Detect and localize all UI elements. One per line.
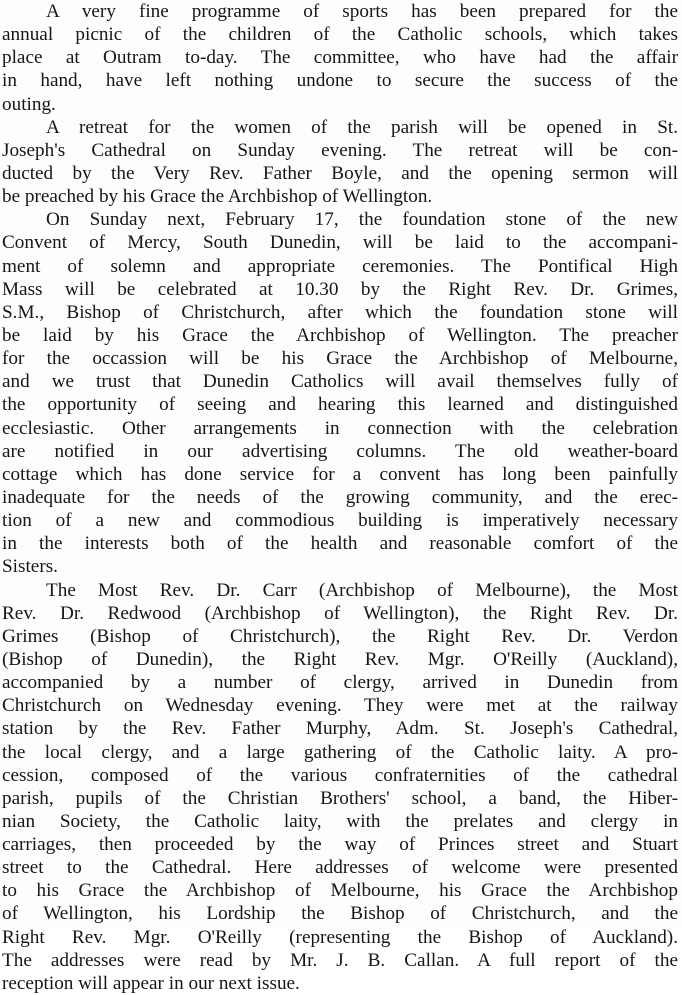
article-line: place at Outram to-day. The committee, who have had the affair: [2, 47, 678, 69]
article-line: A very fine programme of sports has been prepared for the: [46, 1, 678, 22]
article-paragraph: [2, 208, 678, 578]
article-line: ecclesiastic. Other arrangements in connection with the celebration: [2, 417, 678, 439]
article-line: inadequate for the needs of the growing community, and the erec-: [2, 486, 678, 508]
article-line: Mass will be celebrated at 10.30 by the Right Rev. Dr. Grimes,: [2, 278, 678, 300]
article-line: On Sunday next, February 17, the foundation stone of the new: [46, 209, 678, 231]
article-line: in hand, have left nothing undone to secure the success of the: [2, 70, 678, 92]
article-body: [2, 0, 678, 995]
article-line: accompanied by a number of clergy, arrived in Dunedin from: [2, 672, 678, 694]
article-line: Rev. Dr. Redwood (Archbishop of Wellington), the Right Rev. Dr.: [2, 602, 678, 624]
article-line: Sisters.: [2, 556, 58, 578]
article-paragraph: [2, 579, 678, 995]
article-line: Joseph's Cathedral on Sunday evening. The retreat will be con-: [2, 139, 678, 161]
article-line: tion of a new and commodious building is imperatively necessary: [2, 510, 678, 532]
article-line: Grimes (Bishop of Christchurch), the Right Rev. Dr. Verdon: [2, 625, 678, 647]
article-line: and we trust that Dunedin Catholics will avail themselves fully of: [2, 371, 678, 393]
article-paragraph: [2, 116, 678, 209]
article-line: of Wellington, his Lordship the Bishop of Christchurch, and the: [2, 903, 678, 925]
article-line: Right Rev. Mgr. O'Reilly (representing the Bishop of Auckland).: [2, 926, 678, 948]
article-line: The addresses were read by Mr. J. B. Callan. A full report of the: [2, 949, 678, 971]
article-line: Christchurch on Wednesday evening. They were met at the railway: [2, 695, 678, 717]
article-line: ducted by the Very Rev. Father Boyle, and the opening sermon will: [2, 162, 678, 184]
article-line: nian Society, the Catholic laity, with the prelates and clergy in: [2, 810, 678, 832]
article-line: reception will appear in our next issue.: [2, 972, 300, 994]
article-line: cottage which has done service for a convent has long been painfully: [2, 463, 678, 485]
article-line: ment of solemn and appropriate ceremonies. The Pontifical High: [2, 255, 678, 277]
article-line: cession, composed of the various confraternities of the cathedral: [2, 764, 678, 786]
article-line: outing.: [2, 93, 56, 115]
article-line: A retreat for the women of the parish will be opened in St.: [46, 116, 678, 138]
article-line: parish, pupils of the Christian Brothers' school, a band, the Hiber-: [2, 787, 678, 809]
article-line: in the interests both of the health and reasonable comfort of the: [2, 533, 678, 555]
article-line: be laid by his Grace the Archbishop of Wellington. The preacher: [2, 324, 678, 346]
article-line: station by the Rev. Father Murphy, Adm. St. Joseph's Cathedral,: [2, 718, 678, 740]
article-line: for the occassion will be his Grace the Archbishop of Melbourne,: [2, 348, 678, 370]
article-line: S.M., Bishop of Christchurch, after which the foundation stone will: [2, 301, 678, 323]
article-line: are notified in our advertising columns. The old weather-board: [2, 440, 678, 462]
article-line: be preached by his Grace the Archbishop of Wellington.: [2, 186, 433, 208]
article-line: (Bishop of Dunedin), the Right Rev. Mgr. O'Reilly (Auckland),: [2, 648, 678, 670]
article-line: to his Grace the Archbishop of Melbourne, his Grace the Archbishop: [2, 880, 678, 902]
article-line: The Most Rev. Dr. Carr (Archbishop of Melbourne), the Most: [46, 579, 678, 601]
article-paragraph: [2, 0, 678, 116]
article-line: street to the Cathedral. Here addresses of welcome were presented: [2, 857, 678, 879]
article-line: the local clergy, and a large gathering of the Catholic laity. A pro-: [2, 741, 678, 763]
article-line: carriages, then proceeded by the way of Princes street and Stuart: [2, 834, 678, 856]
article-line: annual picnic of the children of the Catholic schools, which takes: [2, 24, 678, 46]
article-line: Convent of Mercy, South Dunedin, will be laid to the accompani-: [2, 232, 678, 254]
article-line: the opportunity of seeing and hearing this learned and distinguished: [2, 394, 678, 416]
